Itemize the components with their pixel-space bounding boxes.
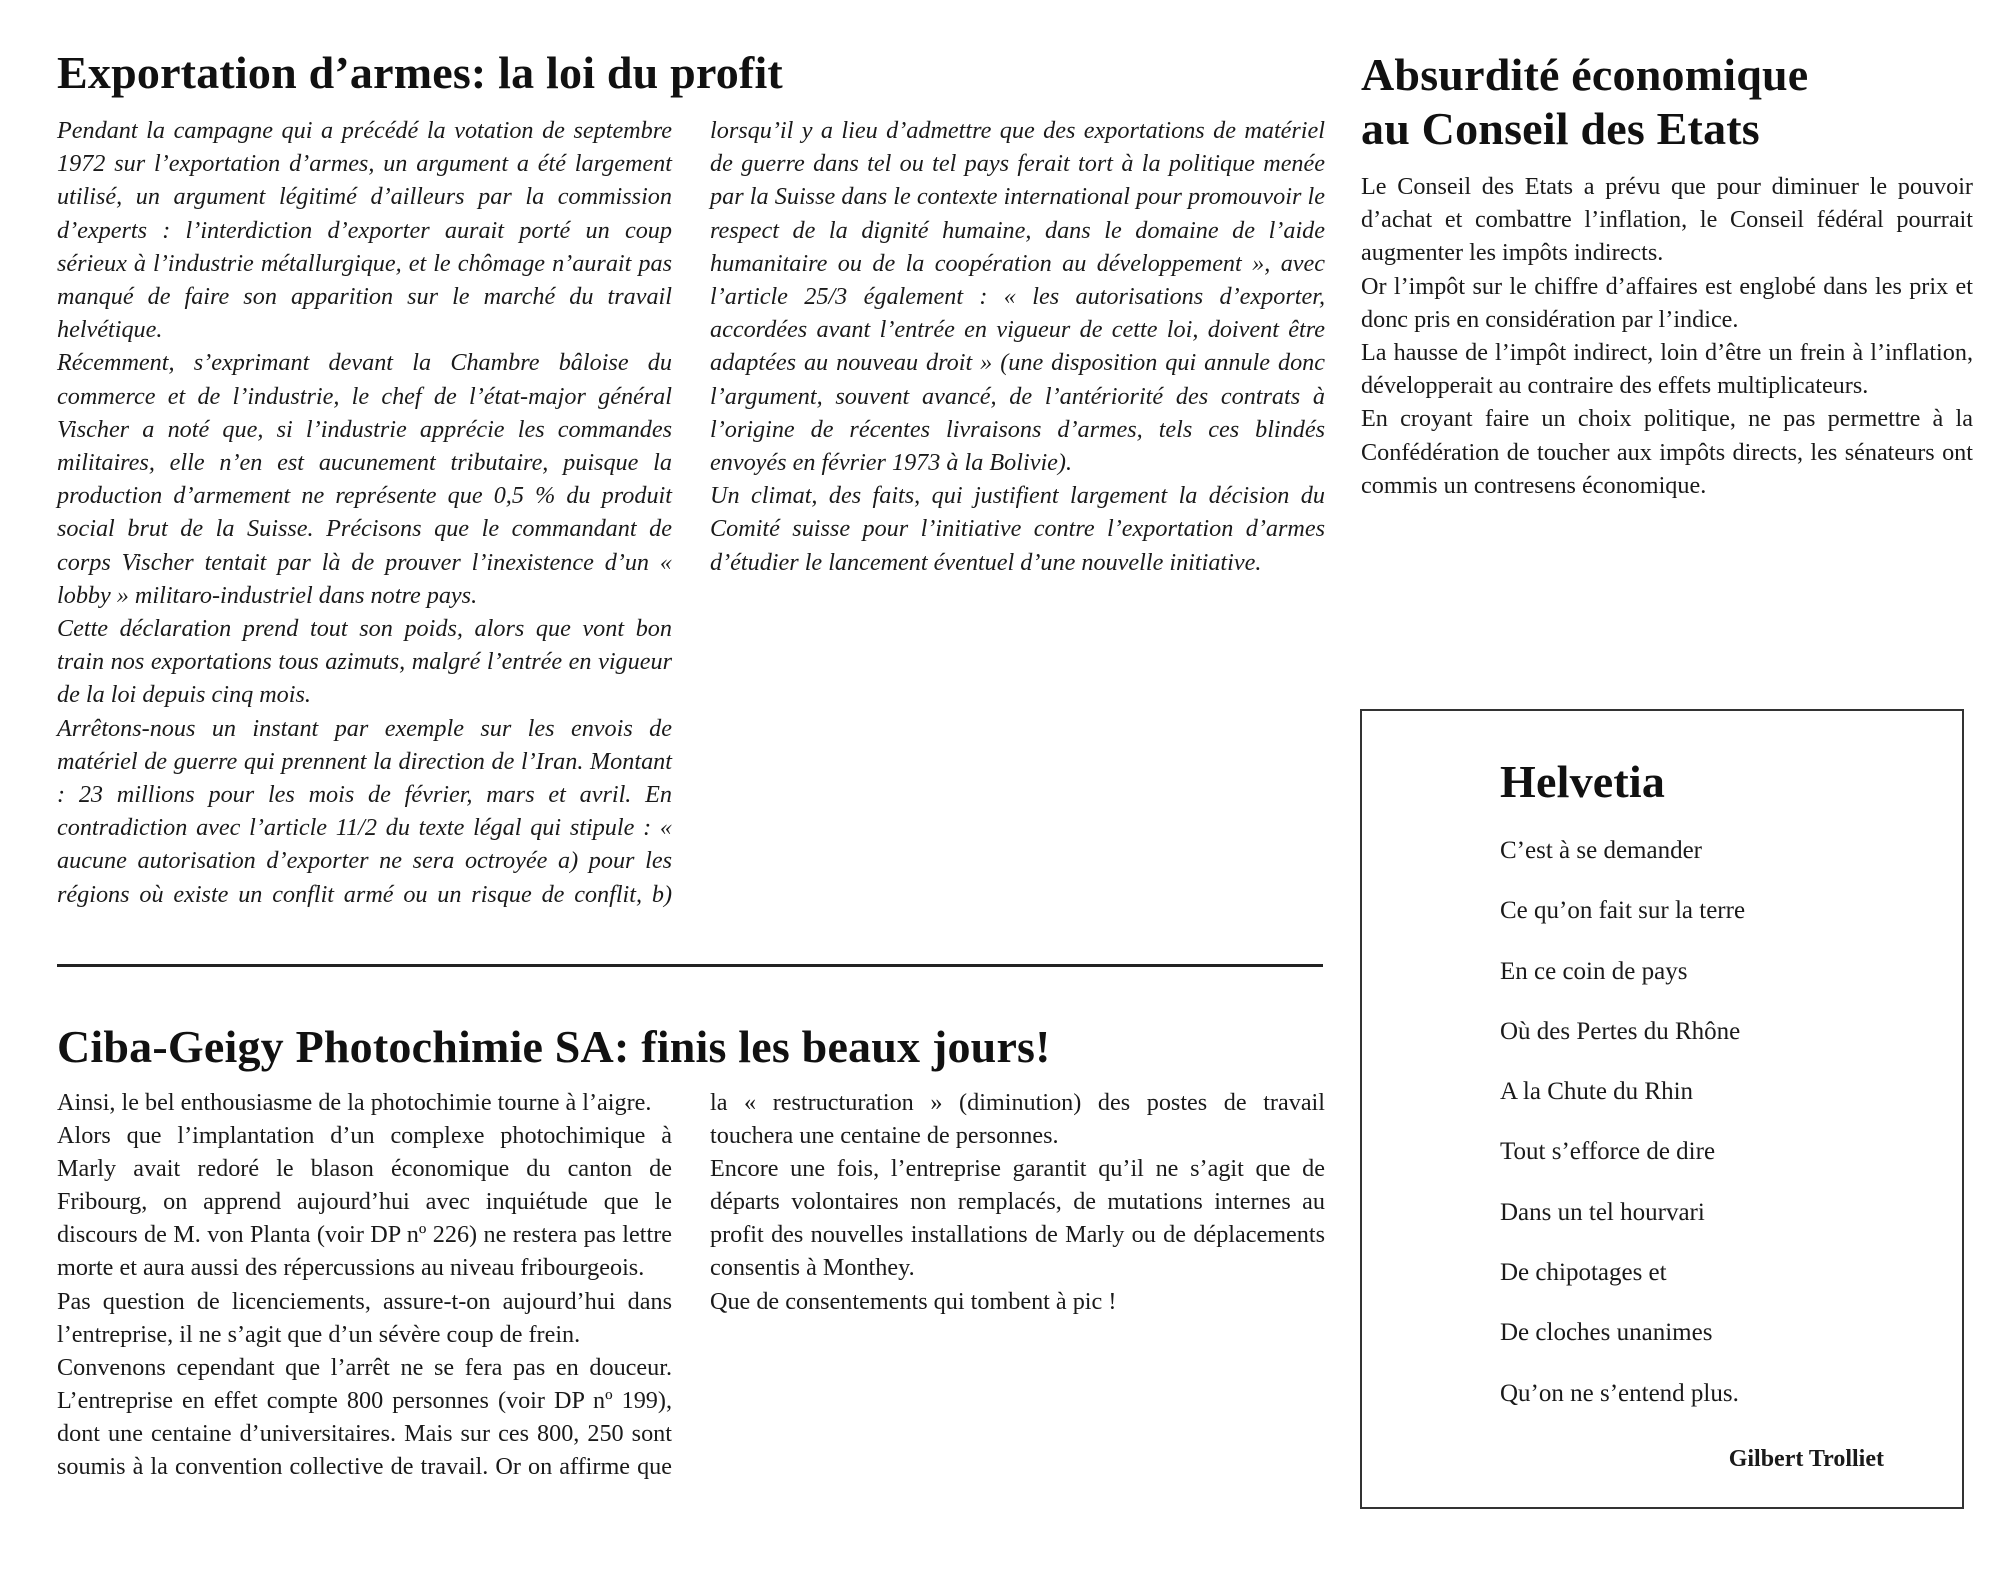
- poem-author: Gilbert Trolliet: [1728, 1446, 1884, 1472]
- article-1-paragraph: Pendant la campagne qui a précédé la votation de septembre 1972 sur l’exportation d’armes, un argument a été largement utilisé, un argument légitimé d’ailleurs par la commission d’experts : l’interdiction d’exporter aurait porté un coup sérieux à l’industrie métallurgique, et le chômage n’aurait pas manqué de faire son apparition sur le marché du travail helvétique.: [57, 117, 672, 344]
- article-2-paragraph: Alors que l’implantation d’un complexe photochimique à Marly avait redoré le blason économique du canton de Fribourg, on apprend aujourd’hui avec inquiétude que le discours de M. von Planta (voir DP nº 226) ne restera pas lettre morte et aura aussi des répercussions au niveau fribourgeois.: [57, 1122, 672, 1282]
- article-2-paragraph: Convenons cependant que l’arrêt ne se fera pas en douceur. L’entreprise en effet compte 800 personnes (voir DP nº 199), dont une centaine d’universitaires. Mais sur ces 800, 250 sont soumis à la convention collective de travail. Or on affirme que la « restructuration » (diminution) des postes de travail touchera une centaine de personnes.: [57, 1089, 1325, 1481]
- poem-line: Tout s’efforce de dire: [1500, 1138, 1716, 1166]
- article-3-title: [1361, 48, 1961, 156]
- article-1-title: Exportation d’armes: la loi du profit: [57, 47, 783, 98]
- poem-line: Où des Pertes du Rhône: [1500, 1017, 1741, 1045]
- article-3-paragraph: Or l’impôt sur le chiffre d’affaires est englobé dans les prix et donc pris en considération par l’indice.: [1361, 272, 1973, 333]
- poem-line: C’est à se demander: [1500, 837, 1703, 864]
- section-divider: [57, 964, 1323, 967]
- article-2-paragraph: Pas question de licenciements, assure-t-on aujourd’hui dans l’entreprise, il ne s’agit que d’un sévère coup de frein.: [57, 1287, 672, 1348]
- poem-line: A la Chute du Rhin: [1500, 1078, 1694, 1106]
- article-3-paragraph: En croyant faire un choix politique, ne pas permettre à la Confédération de toucher aux impôts directs, les sénateurs ont commis un contresens économique.: [1361, 405, 1973, 499]
- article-2-paragraph: Que de consentements qui tombent à pic !: [710, 1287, 1117, 1315]
- article-3-body: [1361, 170, 1973, 502]
- article-3-paragraph: Le Conseil des Etats a prévu que pour diminuer le pouvoir d’achat et combattre l’inflation, le Conseil fédéral pourrait augmenter les impôts indirects.: [1361, 173, 1973, 267]
- article-2-paragraph: Encore une fois, l’entreprise garantit qu’il ne s’agit que de départs volontaires non remplacés, de mutations internes au profit des nouvelles installations de Marly ou de déplacements consentis à Monthey.: [710, 1155, 1325, 1282]
- article-2-title: Ciba-Geigy Photochimie SA: finis les beaux jours!: [57, 1021, 1051, 1072]
- article-3-title-line: Absurdité économique: [1361, 49, 1809, 100]
- article-1-body: [57, 114, 1325, 924]
- poem-line: De chipotages et: [1500, 1259, 1667, 1287]
- poem-title: Helvetia: [1500, 756, 1666, 807]
- article-1-paragraph: Cette déclaration prend tout son poids, alors que vont bon train nos exportations tous azimuts, malgré l’entrée en vigueur de la loi depuis cinq mois.: [57, 615, 672, 709]
- poem-box: [1360, 709, 1964, 1509]
- article-1-paragraph: Récemment, s’exprimant devant la Chambre bâloise du commerce et de l’industrie, le chef de l’état-major général Vischer a noté que, si l’industrie apprécie les commandes militaires, elle n’en est aucunement tributaire, puisque la production d’armement ne représente que 0,5 % du produit social brut de la Suisse. Précisons que le commandant de corps Vischer tentait par là de prouver l’inexistence d’un « lobby » militaro-industriel dans notre pays.: [57, 349, 672, 609]
- article-3-title-line: au Conseil des Etats: [1361, 103, 1760, 154]
- poem-line: En ce coin de pays: [1500, 957, 1688, 985]
- poem-line: Dans un tel hourvari: [1500, 1198, 1705, 1226]
- article-1-paragraph: Un climat, des faits, qui justifient largement la décision du Comité suisse pour l’initiative contre l’exportation d’armes d’étudier le lancement éventuel d’une nouvelle initiative.: [710, 482, 1325, 576]
- article-2-paragraph: Ainsi, le bel enthousiasme de la photochimie tourne à l’aigre.: [57, 1089, 652, 1116]
- poem-line: Ce qu’on fait sur la terre: [1500, 897, 1746, 925]
- poem-line: Qu’on ne s’entend plus.: [1500, 1379, 1739, 1407]
- poem-lines: [1500, 837, 1745, 1440]
- article-1-paragraph: Arrêtons-nous un instant par exemple sur les envois de matériel de guerre qui prennent la direction de l’Iran. Montant : 23 millions pour les mois de février, mars et avril. En contradiction avec l’article 11/2 du texte légal qui stipule : « aucune autorisation d’exporter ne sera octroyée a) pour les régions où existe un conflit armé ou un risque de conflit, b) lorsqu’il y a lieu d’admettre que des exportations de matériel de guerre dans tel ou tel pays ferait tort à la politique menée par la Suisse dans le contexte international pour promouvoir le respect de la dignité humaine, dans le domaine de l’aide humanitaire ou de la coopération au développement », avec l’article 25/3 également : « les autorisations d’exporter, accordées avant l’entrée en vigueur de cette loi, doivent être adaptées au nouveau droit » (une disposition qui annule donc l’argument, souvent avancé, de l’antériorité des contrats à l’origine de récentes livraisons d’armes, tels ces blindés envoyés en février 1973 à la Bolivie).: [57, 117, 1325, 908]
- article-2-body: [57, 1086, 1325, 1526]
- poem-line: De cloches unanimes: [1500, 1319, 1713, 1347]
- article-3-paragraph: La hausse de l’impôt indirect, loin d’être un frein à l’inflation, développerait au contraire des effets multiplicateurs.: [1361, 339, 1973, 400]
